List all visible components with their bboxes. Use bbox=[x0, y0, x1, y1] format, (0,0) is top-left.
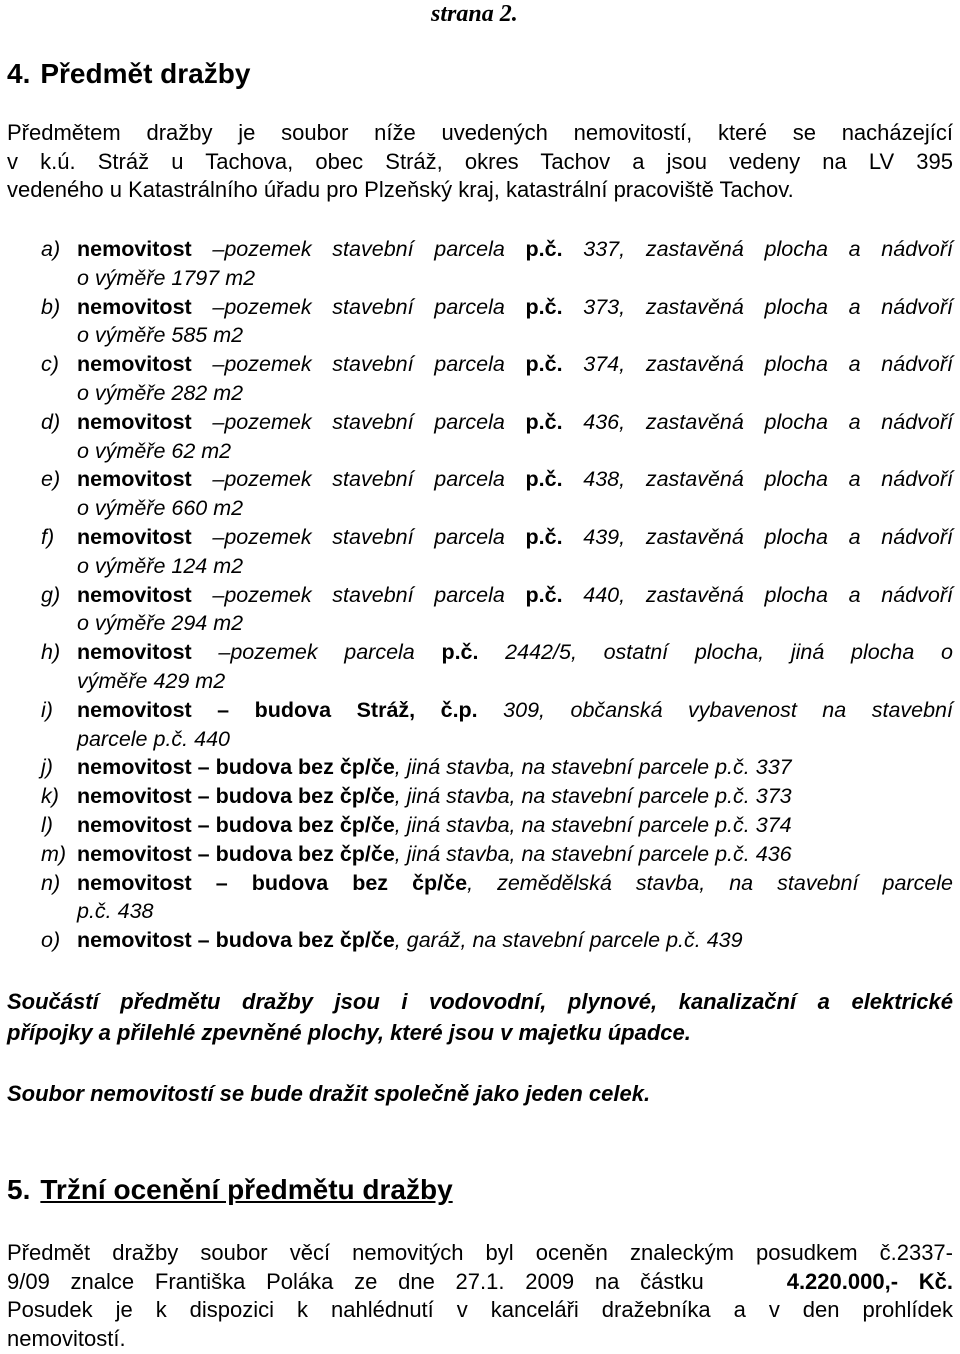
intro-paragraph bbox=[7, 119, 953, 205]
item-detail: , jiná stavba, na stavební parcele p.č. 373 bbox=[394, 784, 792, 809]
list-item bbox=[7, 350, 953, 408]
item-label: nemovitost – budova bez čp/če bbox=[77, 755, 395, 780]
item-label: nemovitost – budova bez čp/če bbox=[77, 928, 395, 953]
list-item-line bbox=[77, 782, 953, 811]
accessories-note bbox=[7, 986, 953, 1048]
item-label: nemovitost – budova bez čp/če bbox=[77, 841, 395, 866]
item-parcel-prefix: p.č. bbox=[525, 409, 563, 434]
item-detail: 436, zastavěná plocha a nádvoří bbox=[562, 409, 953, 434]
section-number: 4. bbox=[7, 58, 31, 89]
list-item-line bbox=[77, 869, 953, 898]
list-item-line bbox=[77, 581, 953, 610]
list-marker: c) bbox=[41, 352, 59, 377]
valuation-line bbox=[7, 1268, 953, 1297]
intro-line: vedeného u Katastrálního úřadu pro Plzeňský kraj, katastrální pracoviště Tachov. bbox=[7, 177, 794, 202]
item-area: o výměře 124 m2 bbox=[77, 553, 244, 578]
item-type: –pozemek stavební parcela bbox=[191, 352, 526, 377]
valuation-line: Předmět dražby soubor věcí nemovitých byl oceněn znaleckým posudkem č.2337- bbox=[7, 1240, 953, 1265]
item-label: nemovitost bbox=[77, 409, 192, 434]
page-number: strana 2. bbox=[431, 1, 518, 27]
item-parcel-prefix: p.č. bbox=[441, 640, 479, 665]
list-marker: l) bbox=[41, 812, 53, 837]
list-item bbox=[7, 293, 953, 351]
item-label: nemovitost – budova bez čp/če bbox=[77, 870, 468, 895]
item-area: výměře 429 m2 bbox=[77, 668, 226, 693]
item-label: nemovitost bbox=[77, 467, 192, 492]
item-detail: 374, zastavěná plocha a nádvoří bbox=[562, 352, 953, 377]
joint-sale-note bbox=[7, 1078, 953, 1109]
item-label: nemovitost – budova bez čp/če bbox=[77, 784, 395, 809]
item-parcel-prefix: p.č. bbox=[525, 294, 563, 319]
item-type: –pozemek stavební parcela bbox=[191, 524, 526, 549]
list-marker: m) bbox=[41, 841, 67, 866]
accessories-line: přípojky a přilehlé zpevněné plochy, které jsou v majetku úpadce. bbox=[7, 1020, 691, 1045]
list-marker: f) bbox=[41, 524, 55, 549]
item-label: nemovitost bbox=[77, 352, 192, 377]
section-number: 5. bbox=[7, 1174, 31, 1205]
list-marker: k) bbox=[41, 784, 59, 809]
item-parcel-prefix: p.č. bbox=[525, 467, 563, 492]
list-item bbox=[7, 782, 953, 811]
item-type: –pozemek stavební parcela bbox=[191, 237, 526, 261]
list-marker: o) bbox=[41, 928, 61, 953]
list-item-line bbox=[77, 293, 953, 322]
valuation-line: nemovitostí. bbox=[7, 1325, 126, 1351]
list-marker: h) bbox=[41, 640, 61, 665]
item-label: nemovitost – budova bez čp/če bbox=[77, 812, 395, 837]
item-detail: , zemědělská stavba, na stavební parcele bbox=[467, 870, 954, 895]
list-marker: e) bbox=[41, 467, 61, 492]
item-detail: 309, občanská vybavenost na stavební bbox=[477, 697, 953, 722]
list-item bbox=[7, 465, 953, 523]
item-detail: , jiná stavba, na stavební parcele p.č. 337 bbox=[394, 755, 792, 780]
item-area: o výměře 62 m2 bbox=[77, 438, 232, 463]
item-label: nemovitost bbox=[77, 640, 192, 665]
valuation-amount: 4.220.000,- Kč. bbox=[786, 1268, 953, 1294]
item-detail: , jiná stavba, na stavební parcele p.č. 436 bbox=[394, 841, 792, 866]
list-item-line bbox=[77, 696, 953, 725]
list-marker: j) bbox=[41, 755, 53, 780]
list-item bbox=[7, 811, 953, 840]
list-item-line bbox=[77, 465, 953, 494]
list-item bbox=[7, 926, 953, 955]
section-5-heading bbox=[7, 1174, 453, 1206]
item-area: parcele p.č. 440 bbox=[77, 726, 230, 751]
list-item bbox=[7, 638, 953, 696]
section-title: Předmět dražby bbox=[40, 58, 251, 89]
list-item-line bbox=[77, 408, 953, 437]
item-detail: 2442/5, ostatní plocha, jiná plocha o bbox=[478, 640, 953, 665]
item-detail: 439, zastavěná plocha a nádvoří bbox=[562, 524, 953, 549]
joint-sale-text: Soubor nemovitostí se bude dražit společně jako jeden celek. bbox=[7, 1081, 651, 1106]
item-type: –pozemek stavební parcela bbox=[191, 409, 526, 434]
accessories-line: Součástí předmětu dražby jsou i vodovodní, plynové, kanalizační a elektrické bbox=[7, 989, 953, 1014]
item-type: –pozemek stavební parcela bbox=[191, 582, 526, 607]
item-area: o výměře 294 m2 bbox=[77, 611, 244, 636]
item-parcel-prefix: p.č. bbox=[525, 352, 563, 377]
section-4-heading bbox=[7, 58, 250, 90]
item-detail: 373, zastavěná plocha a nádvoří bbox=[562, 294, 953, 319]
list-item bbox=[7, 581, 953, 639]
list-item-line bbox=[77, 753, 953, 782]
item-detail: , jiná stavba, na stavební parcele p.č. 374 bbox=[394, 812, 792, 837]
item-type: –pozemek parcela bbox=[191, 640, 442, 665]
intro-line: v k.ú. Stráž u Tachova, obec Stráž, okres Tachov a jsou vedeny na LV 395 bbox=[7, 148, 953, 174]
list-item-line bbox=[77, 638, 953, 667]
item-detail: 337, zastavěná plocha a nádvoří bbox=[562, 237, 953, 261]
item-detail: 440, zastavěná plocha a nádvoří bbox=[562, 582, 953, 607]
list-item bbox=[7, 753, 953, 782]
list-item bbox=[7, 408, 953, 466]
list-marker: i) bbox=[41, 697, 53, 722]
valuation-paragraph bbox=[7, 1239, 953, 1353]
item-area: o výměře 660 m2 bbox=[77, 496, 244, 521]
valuation-line: Posudek je k dispozici k nahlédnutí v kanceláři dražebníka a v den prohlídek bbox=[7, 1297, 953, 1322]
list-item-line bbox=[77, 235, 953, 264]
list-item bbox=[7, 869, 953, 927]
list-item bbox=[7, 523, 953, 581]
item-label: nemovitost bbox=[77, 237, 192, 261]
property-list bbox=[7, 235, 953, 955]
valuation-text: 9/09 znalce Františka Poláka ze dne 27.1. 2009 na částku bbox=[7, 1268, 704, 1294]
item-detail: , garáž, na stavební parcele p.č. 439 bbox=[394, 928, 743, 953]
item-label: nemovitost – budova Stráž, č.p. bbox=[77, 697, 478, 722]
intro-line: Předmětem dražby je soubor níže uvedených nemovitostí, které se nacházející bbox=[7, 120, 953, 145]
list-marker: n) bbox=[41, 870, 61, 895]
item-area: o výměře 282 m2 bbox=[77, 380, 244, 405]
item-area: o výměře 585 m2 bbox=[77, 323, 244, 348]
list-item-line bbox=[77, 523, 953, 552]
item-detail: 438, zastavěná plocha a nádvoří bbox=[562, 467, 953, 492]
item-label: nemovitost bbox=[77, 524, 192, 549]
section-title: Tržní ocenění předmětu dražby bbox=[40, 1174, 453, 1205]
item-type: –pozemek stavební parcela bbox=[191, 294, 526, 319]
list-item-line bbox=[77, 811, 953, 840]
list-item-line bbox=[77, 840, 953, 869]
item-label: nemovitost bbox=[77, 294, 192, 319]
item-parcel-prefix: p.č. bbox=[525, 582, 563, 607]
list-item bbox=[7, 235, 953, 293]
item-area: p.č. 438 bbox=[77, 899, 154, 924]
list-marker: b) bbox=[41, 294, 61, 319]
list-marker: a) bbox=[41, 237, 61, 261]
item-type: –pozemek stavební parcela bbox=[191, 467, 526, 492]
list-item bbox=[7, 840, 953, 869]
item-label: nemovitost bbox=[77, 582, 192, 607]
list-marker: d) bbox=[41, 409, 61, 434]
item-parcel-prefix: p.č. bbox=[525, 237, 563, 261]
list-item-line bbox=[77, 926, 953, 955]
list-item-line bbox=[77, 350, 953, 379]
item-area: o výměře 1797 m2 bbox=[77, 265, 256, 290]
item-parcel-prefix: p.č. bbox=[525, 524, 563, 549]
list-marker: g) bbox=[41, 582, 61, 607]
list-item bbox=[7, 696, 953, 754]
